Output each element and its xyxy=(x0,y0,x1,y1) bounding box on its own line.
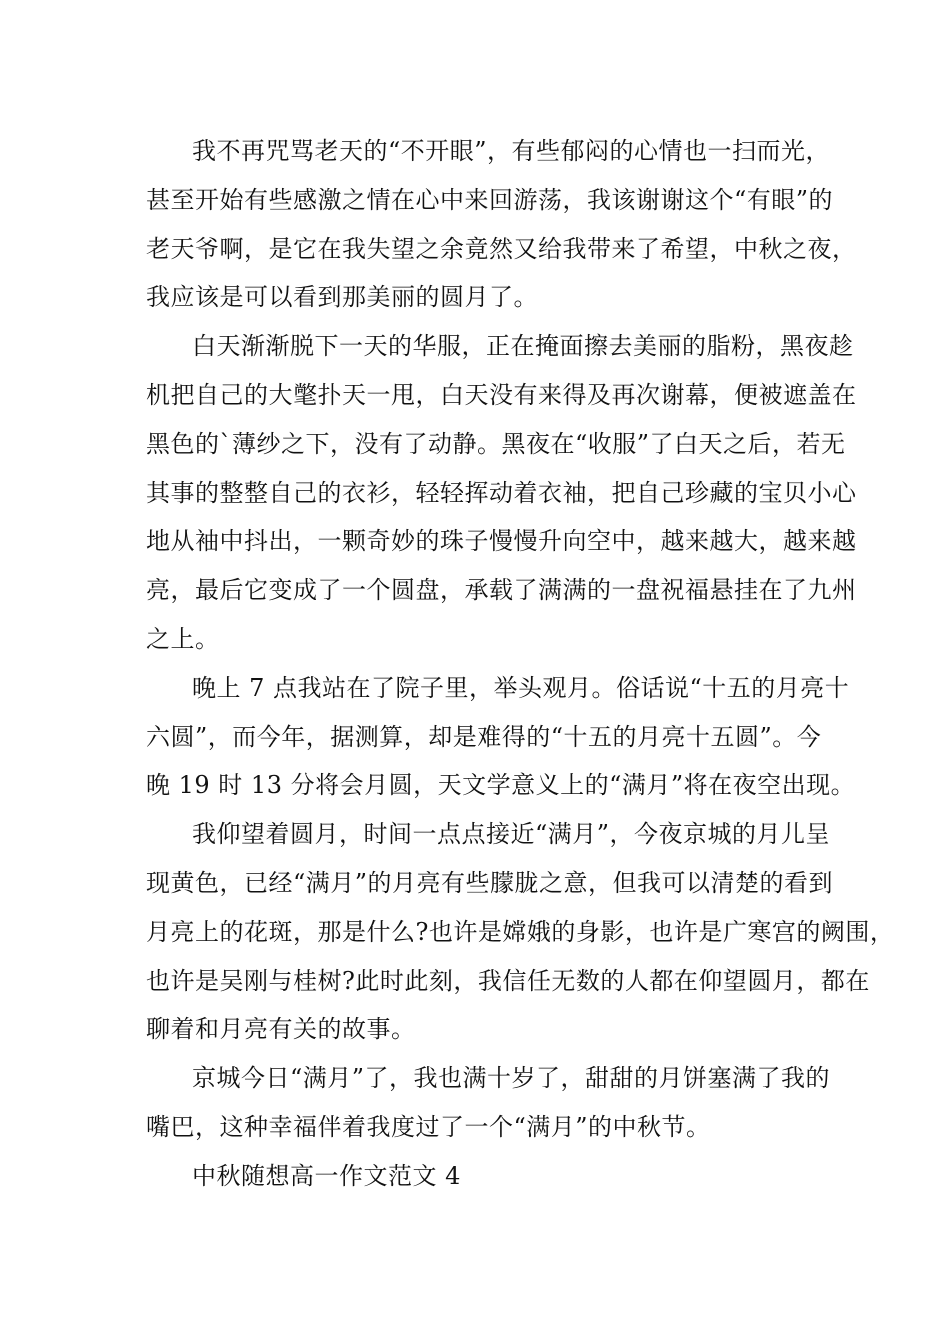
text-line: 六圆”，而今年，据测算，却是难得的“十五的月亮十五圆”。今 xyxy=(146,722,822,751)
paragraph-5 xyxy=(146,1054,831,1152)
heading-line: 中秋随想高一作文范文 4 xyxy=(192,1161,461,1190)
text-line: 也许是吴刚与桂树?此时此刻，我信任无数的人都在仰望圆月，都在 xyxy=(146,966,870,995)
paragraph-3 xyxy=(146,664,856,810)
text-line: 其事的整整自己的衣衫，轻轻挥动着衣袖，把自己珍藏的宝贝小心 xyxy=(146,478,857,507)
text-line: 地从袖中抖出，一颗奇妙的珠子慢慢升向空中，越来越大，越来越 xyxy=(146,527,857,556)
text-line: 晚 19 时 13 分将会月圆，天文学意义上的“满月”将在夜空出现。 xyxy=(146,771,856,800)
text-line: 现黄色，已经“满月”的月亮有些朦胧之意，但我可以清楚的看到 xyxy=(146,868,834,897)
text-line: 机把自己的大氅扑天一甩，白天没有来得及再次谢幕，便被遮盖在 xyxy=(146,380,857,409)
paragraph-4 xyxy=(146,810,895,1054)
essay-body xyxy=(146,127,895,1201)
section-heading xyxy=(146,1152,816,1201)
text-line: 之上。 xyxy=(146,624,220,653)
text-line: 甚至开始有些感激之情在心中来回游荡，我该谢谢这个“有眼”的 xyxy=(146,185,834,214)
paragraph-1 xyxy=(146,127,857,322)
text-line: 黑色的`薄纱之下，没有了动静。黑夜在“收服”了白天之后，若无 xyxy=(146,429,846,458)
text-line: 我应该是可以看到那美丽的圆月了。 xyxy=(146,283,538,312)
text-line: 京城今日“满月”了，我也满十岁了，甜甜的月饼塞满了我的 xyxy=(192,1064,831,1093)
text-line: 月亮上的花斑，那是什么?也许是嫦娥的身影，也许是广寒宫的阙围， xyxy=(146,917,895,946)
text-line: 我不再咒骂老天的“不开眼”，有些郁闷的心情也一扫而光， xyxy=(192,137,831,165)
paragraph-2 xyxy=(146,322,857,664)
text-line: 白天渐渐脱下一天的华服，正在掩面擦去美丽的脂粉，黑夜趁 xyxy=(192,332,854,361)
text-line: 老天爷啊，是它在我失望之余竟然又给我带来了希望，中秋之夜， xyxy=(146,234,857,263)
text-line: 晚上 7 点我站在了院子里，举头观月。俗话说“十五的月亮十 xyxy=(192,673,850,702)
text-line: 亮，最后它变成了一个圆盘，承载了满满的一盘祝福悬挂在了九州 xyxy=(146,576,857,605)
text-line: 我仰望着圆月，时间一点点接近“满月”，今夜京城的月儿呈 xyxy=(192,820,831,849)
text-line: 嘴巴，这种幸福伴着我度过了一个“满月”的中秋节。 xyxy=(146,1112,711,1141)
text-line: 聊着和月亮有关的故事。 xyxy=(146,1015,416,1044)
